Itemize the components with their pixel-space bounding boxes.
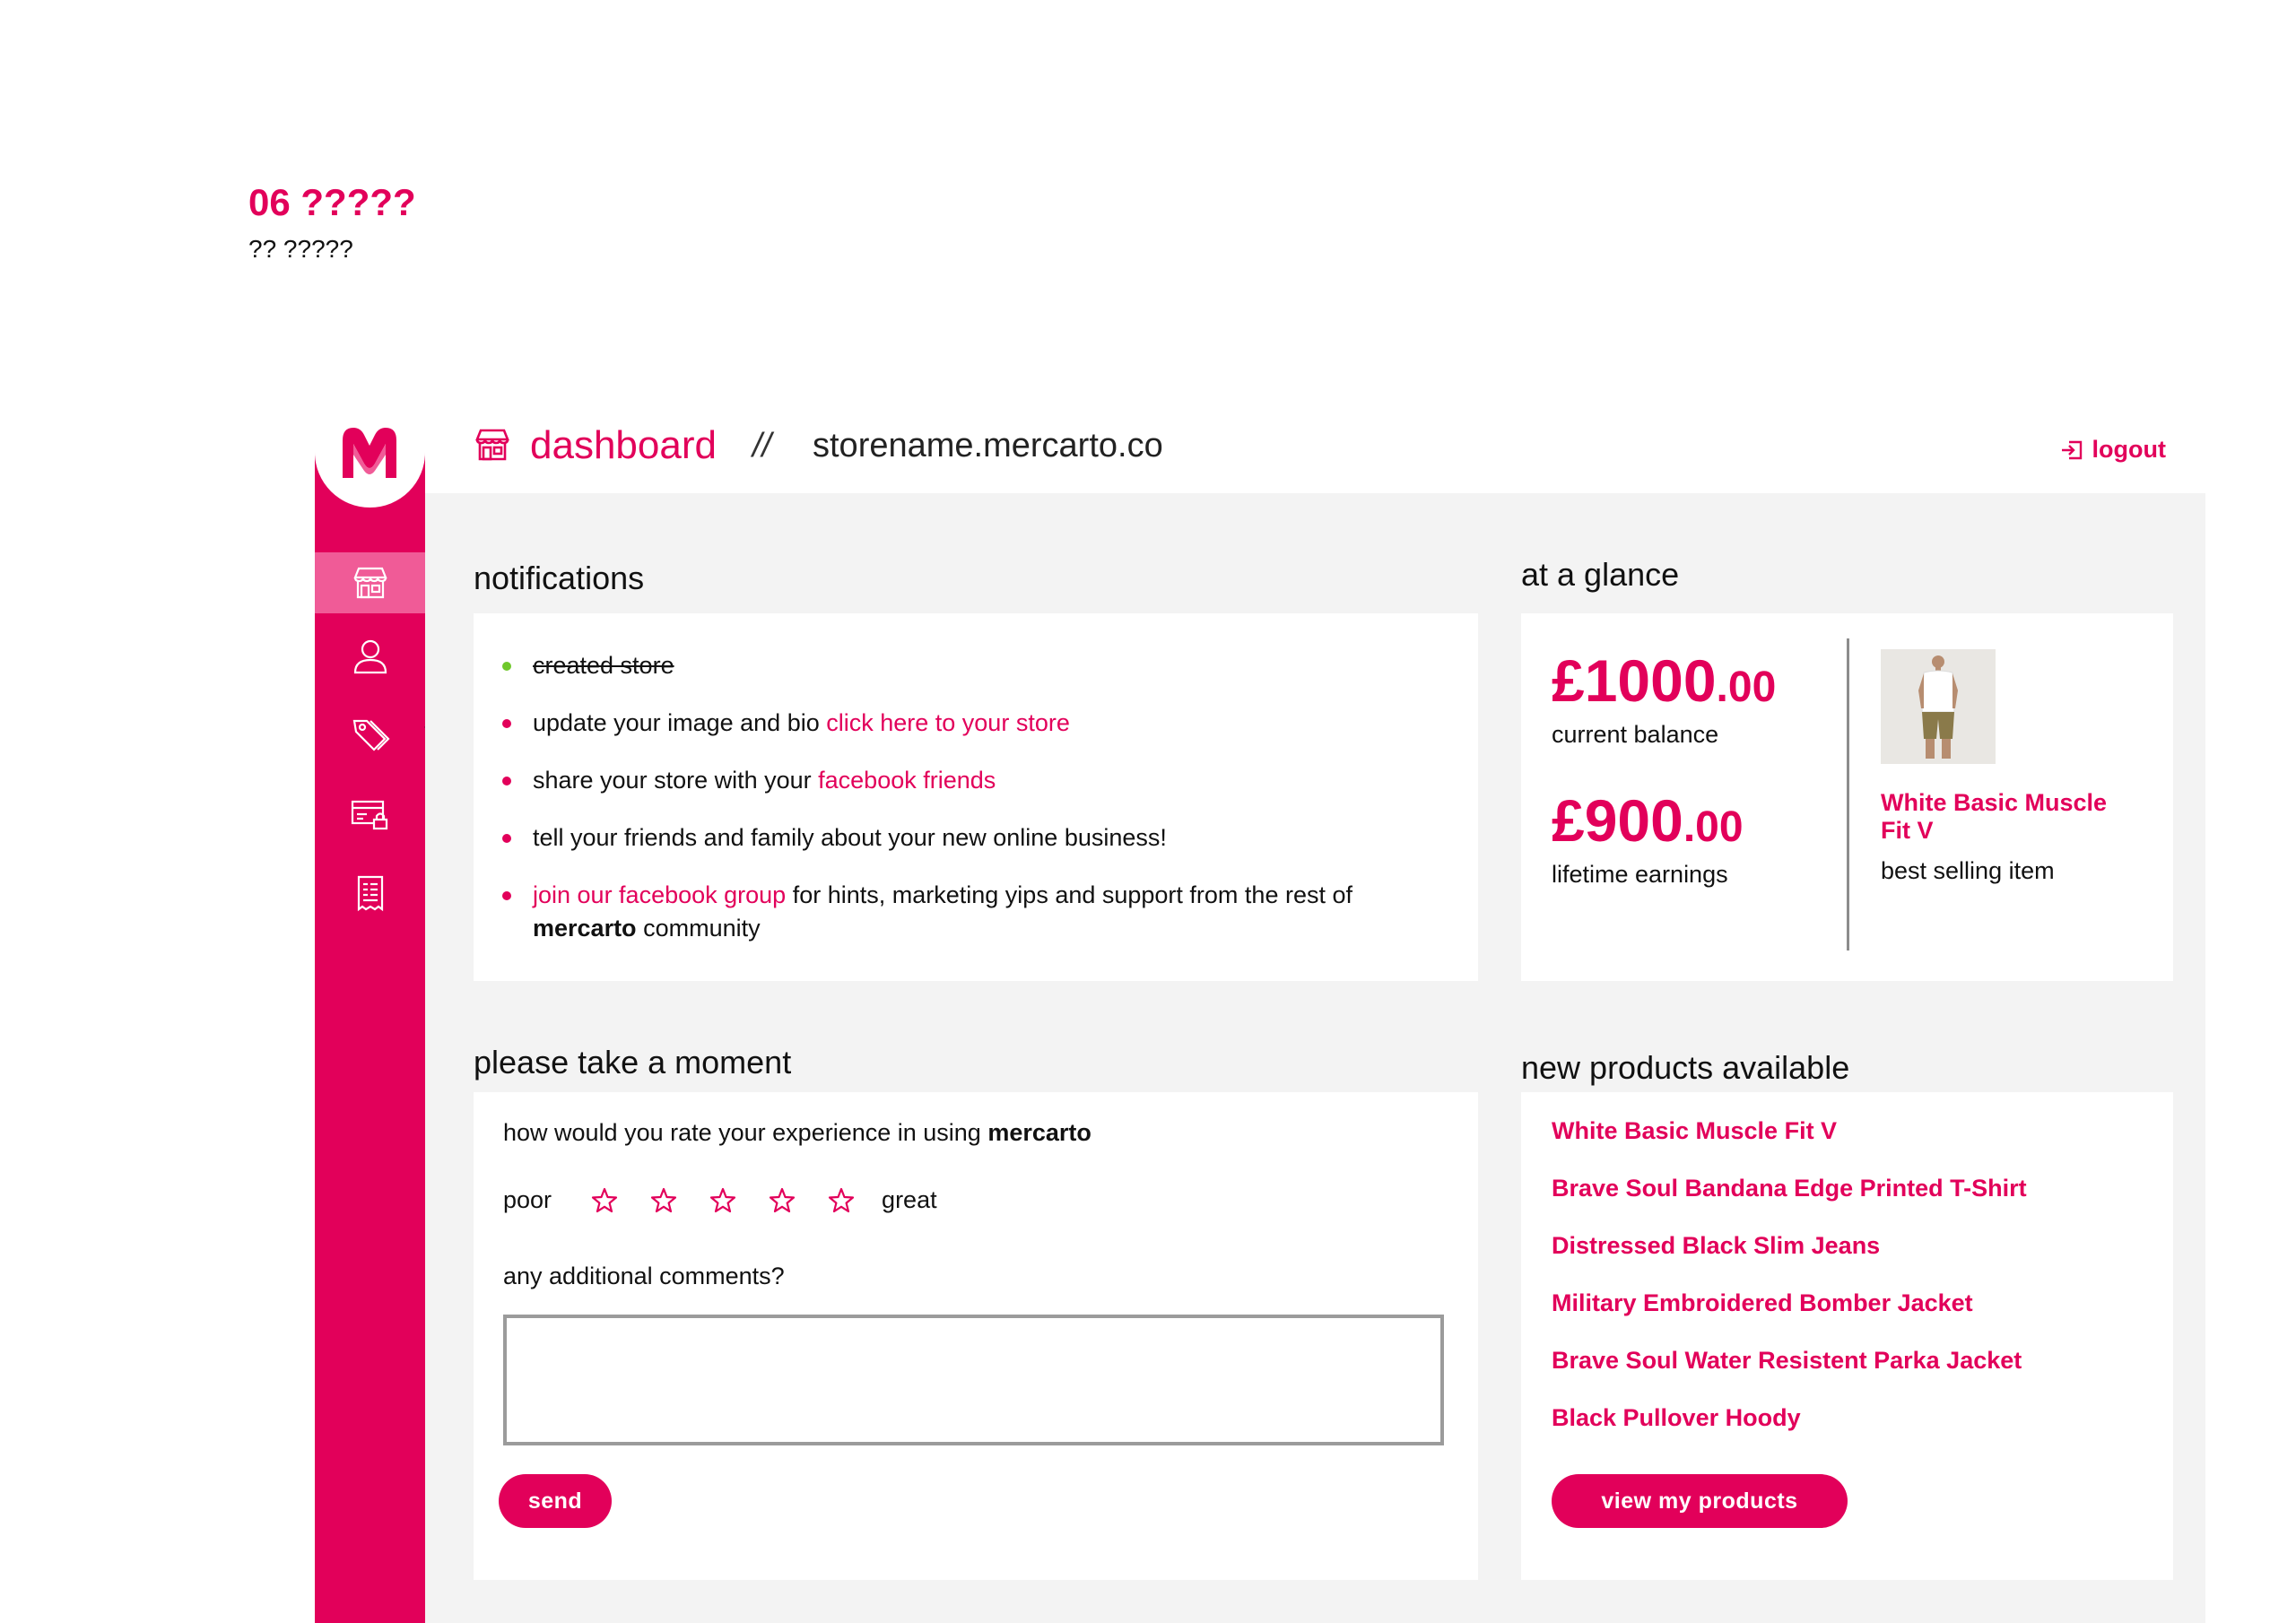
rating-high-label: great [882,1186,937,1213]
page-title: dashboard [530,423,717,467]
notification-item [502,821,1408,855]
star-icon[interactable] [709,1187,736,1214]
card-lock-icon [351,794,390,834]
mercarto-logo-icon [337,424,402,480]
notifications-title: notifications [474,560,645,596]
rating-low-label: poor [503,1186,552,1213]
at-a-glance-card [1521,613,2173,981]
caption-subtitle: ?? ????? [248,235,353,263]
notifications-card [474,613,1478,981]
brand-name: mercarto [533,915,637,942]
product-link[interactable]: Brave Soul Bandana Edge Printed T-Shirt [1552,1175,2027,1202]
logo[interactable] [315,418,425,508]
new-products-list [1552,1115,2027,1460]
rating-question [503,1119,1091,1147]
notification-text: update your image and bio [533,709,827,736]
notification-text: community [636,915,761,942]
store-profile-link[interactable]: click here to your store [826,709,1070,736]
notification-item [502,764,1408,797]
notification-item [502,879,1408,945]
logout-icon [2060,439,2083,461]
store-icon [473,425,512,464]
facebook-friends-link[interactable]: facebook friends [818,767,996,794]
lifetime-earnings-value [1552,789,1744,859]
send-button[interactable]: send [499,1474,612,1528]
balance-amount: £1000 [1552,647,1717,714]
sidebar-item-orders[interactable] [315,863,425,924]
store-url[interactable]: storename.mercarto.co [813,427,1163,464]
comments-label: any additional comments? [503,1263,785,1289]
question-text: how would you rate your experience in using [503,1119,988,1146]
logout-button[interactable] [2060,436,2166,464]
product-link[interactable]: Black Pullover Hoody [1552,1404,1801,1431]
caption-title: 06 ????? [248,181,416,223]
header [425,418,2205,493]
user-icon [351,637,390,676]
product-link[interactable]: Distressed Black Slim Jeans [1552,1232,1881,1259]
receipt-icon [351,873,390,913]
sidebar-item-payments[interactable] [315,784,425,845]
store-icon [351,563,390,603]
notification-item [502,707,1408,740]
view-my-products-button[interactable]: view my products [1552,1474,1848,1528]
current-balance-label: current balance [1552,721,1719,748]
current-balance-value [1552,649,1776,719]
sidebar [315,418,425,1623]
notification-item [502,649,1408,682]
notification-text: created store [533,652,674,679]
divider [1847,638,1849,950]
sidebar-item-profile[interactable] [315,626,425,687]
notification-text: share your store with your [533,767,819,794]
star-icon[interactable] [650,1187,677,1214]
star-rating [591,1187,855,1214]
notification-text: for hints, marketing yips and support from the rest of [786,881,1352,908]
rating-row [503,1186,937,1214]
new-products-card [1521,1092,2173,1580]
sidebar-item-store[interactable] [315,552,425,613]
comments-input[interactable] [503,1315,1444,1445]
best-seller-label: best selling item [1881,857,2055,884]
tshirt-model-image [1881,649,1996,764]
product-link[interactable]: Brave Soul Water Resistent Parka Jacket [1552,1347,2022,1374]
brand-name: mercarto [987,1119,1091,1146]
tag-icon [351,716,390,755]
main-content [425,493,2205,1623]
at-a-glance-title: at a glance [1521,556,1680,593]
logout-label: logout [2092,436,2166,463]
breadcrumb-separator: // [752,427,772,464]
new-products-title: new products available [1521,1049,1850,1086]
lifetime-earnings-label: lifetime earnings [1552,861,1728,888]
best-seller-image[interactable] [1881,649,1996,764]
earnings-decimals: .00 [1683,803,1744,851]
balance-decimals: .00 [1716,664,1777,711]
star-icon[interactable] [591,1187,618,1214]
earnings-amount: £900 [1552,787,1683,854]
star-icon[interactable] [769,1187,796,1214]
star-icon[interactable] [828,1187,855,1214]
best-seller-name[interactable]: White Basic Muscle Fit V [1881,789,2108,844]
sidebar-item-products[interactable] [315,705,425,766]
app-window [315,418,2205,1623]
product-link[interactable]: White Basic Muscle Fit V [1552,1117,1838,1144]
feedback-card [474,1092,1478,1580]
page-caption [248,178,416,264]
feedback-title: please take a moment [474,1044,792,1081]
notification-text: tell your friends and family about your new online business! [533,824,1167,851]
notifications-list [502,649,1408,969]
facebook-group-link[interactable]: join our facebook group [533,881,787,908]
product-link[interactable]: Military Embroidered Bomber Jacket [1552,1289,1973,1316]
